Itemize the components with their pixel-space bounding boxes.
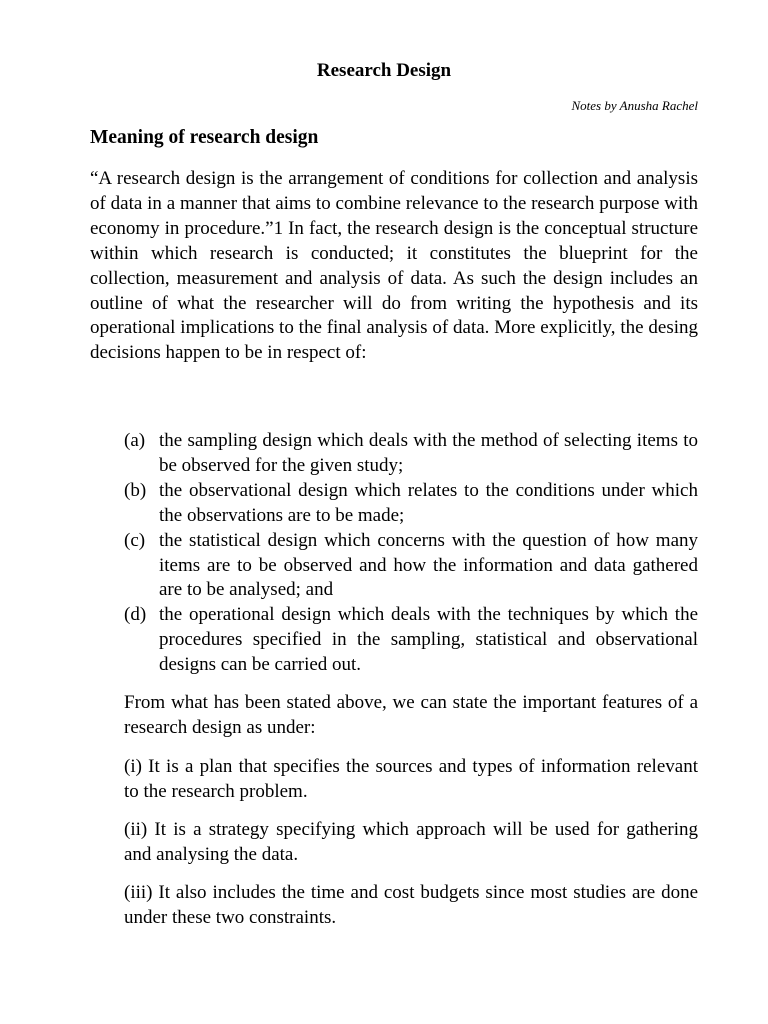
intro-paragraph: “A research design is the arrangement of conditions for collection and analysis of data in a manner that aims to combine relevance to the research purpose with economy in procedure.”1 In fact, the research design is the conceptual structure within which research is conducted; it constitutes the blueprint for the collection, measurement and analysis of data. As such the design includes an outline of what the researcher will do from writing the hypothesis and its operational implications to the final analysis of data. More explicitly, the desing decisions happen to be in respect of: xyxy=(90,168,698,364)
list-item-text: the observational design which relates to the conditions under which the observations are to be made; xyxy=(159,479,698,526)
author-note: Notes by Anusha Rachel xyxy=(571,98,698,113)
list-marker: (a) xyxy=(124,430,146,451)
list-item xyxy=(124,529,698,604)
list-marker: (b) xyxy=(124,479,147,501)
list-item xyxy=(124,429,698,479)
feature-item: (iii) It also includes the time and cost budgets since most studies are done under these two constraints. xyxy=(124,882,698,928)
list-marker: (d) xyxy=(124,604,147,626)
feature-item: (i) It is a plan that specifies the sources and types of information relevant to the research problem. xyxy=(124,756,698,802)
feature-item: (ii) It is a strategy specifying which approach will be used for gathering and analysing the data. xyxy=(124,819,698,865)
list-item xyxy=(124,479,698,529)
list-marker: (c) xyxy=(124,529,146,551)
design-decisions-list xyxy=(124,429,698,678)
document-title: Research Design xyxy=(316,60,452,81)
features-intro-paragraph: From what has been stated above, we can state the important features of a research design as under: xyxy=(124,692,698,738)
section-heading: Meaning of research design xyxy=(90,127,319,148)
list-item-text: the operational design which deals with the techniques by which the procedures specified in the sampling, statistical and observational designs can be carried out. xyxy=(159,604,698,676)
list-item-text: the sampling design which deals with the method of selecting items to be observed for the given study; xyxy=(159,430,698,476)
list-item-text: the statistical design which concerns with the question of how many items are to be observed and how the information and data gathered are to be analysed; and xyxy=(159,529,698,601)
list-item xyxy=(124,603,698,678)
